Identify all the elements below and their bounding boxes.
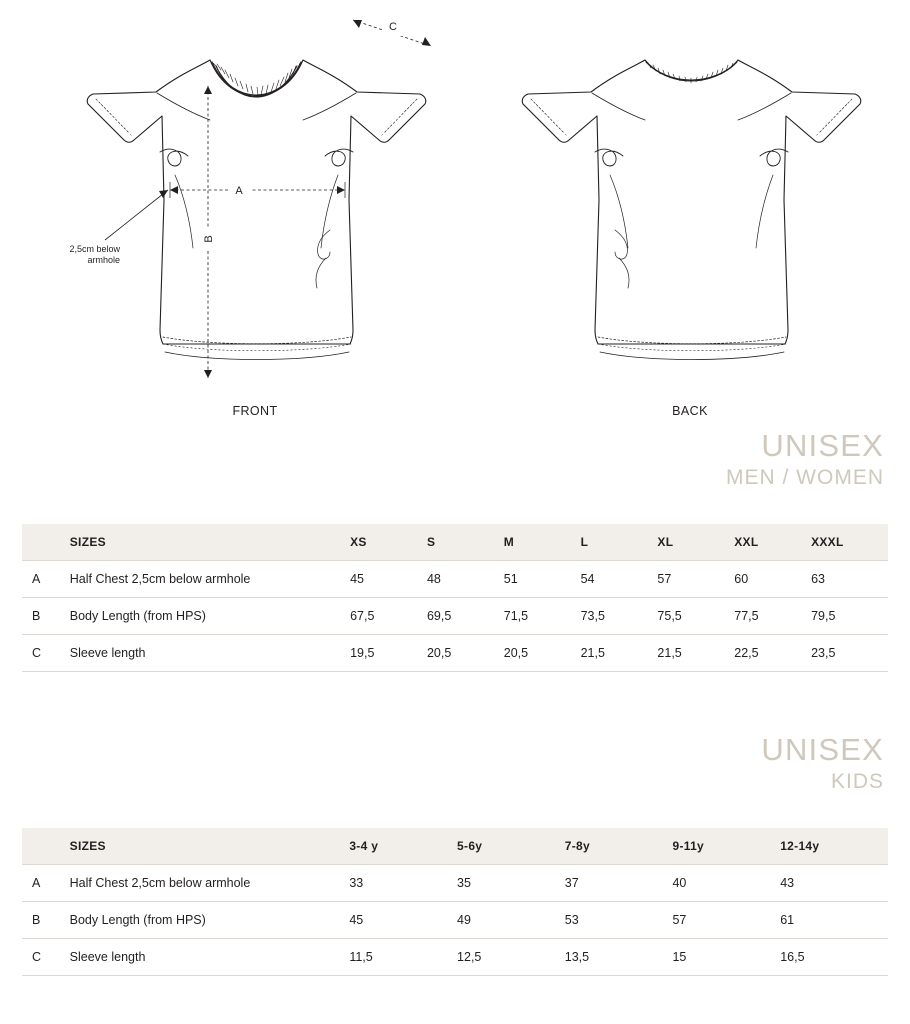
- heading-main-kids: UNISEX: [761, 732, 884, 767]
- table-row: [22, 635, 888, 672]
- cell-value: 43: [780, 865, 888, 902]
- col-head-3-4y: 3-4 y: [349, 828, 457, 865]
- cell-value: 22,5: [734, 635, 811, 672]
- col-head-9-11y: 9-11y: [672, 828, 780, 865]
- cell-value: 37: [565, 865, 673, 902]
- row-key: B: [22, 598, 70, 635]
- table-row: [22, 598, 888, 635]
- row-key: B: [22, 902, 70, 939]
- illustration-area: [0, 0, 910, 430]
- col-head-sizes: SIZES: [70, 524, 350, 561]
- col-head-s: S: [427, 524, 504, 561]
- cell-value: 53: [565, 902, 673, 939]
- armhole-note: 2,5cm below armhole: [69, 244, 120, 266]
- section-heading-unisex-adult: [0, 430, 910, 488]
- table-row: [22, 865, 888, 902]
- cell-value: 71,5: [504, 598, 581, 635]
- table-header-row: [22, 524, 888, 561]
- cell-value: 15: [672, 939, 780, 976]
- row-key: A: [22, 561, 70, 598]
- col-head-7-8y: 7-8y: [565, 828, 673, 865]
- row-label: Body Length (from HPS): [70, 598, 350, 635]
- col-head-5-6y: 5-6y: [457, 828, 565, 865]
- cell-value: 75,5: [657, 598, 734, 635]
- cell-value: 11,5: [349, 939, 457, 976]
- cell-value: 20,5: [504, 635, 581, 672]
- size-table-adult: [22, 524, 888, 672]
- front-caption: FRONT: [232, 404, 278, 418]
- size-table-kids: [22, 828, 888, 976]
- row-label: Body Length (from HPS): [70, 902, 350, 939]
- tshirt-front-diagram: [60, 0, 450, 405]
- cell-value: 69,5: [427, 598, 504, 635]
- cell-value: 61: [780, 902, 888, 939]
- row-label: Sleeve length: [70, 635, 350, 672]
- row-label: Half Chest 2,5cm below armhole: [70, 561, 350, 598]
- col-head-key: [22, 828, 70, 865]
- cell-value: 48: [427, 561, 504, 598]
- cell-value: 40: [672, 865, 780, 902]
- cell-value: 35: [457, 865, 565, 902]
- label-B: B: [203, 235, 215, 243]
- row-label: Half Chest 2,5cm below armhole: [70, 865, 350, 902]
- cell-value: 21,5: [657, 635, 734, 672]
- tshirt-back-diagram: [495, 0, 885, 405]
- cell-value: 12,5: [457, 939, 565, 976]
- cell-value: 20,5: [427, 635, 504, 672]
- cell-value: 13,5: [565, 939, 673, 976]
- col-head-12-14y: 12-14y: [780, 828, 888, 865]
- cell-value: 21,5: [581, 635, 658, 672]
- cell-value: 79,5: [811, 598, 888, 635]
- table-row: [22, 561, 888, 598]
- label-A: A: [235, 185, 243, 197]
- cell-value: 67,5: [350, 598, 427, 635]
- cell-value: 51: [504, 561, 581, 598]
- cell-value: 57: [657, 561, 734, 598]
- row-key: C: [22, 635, 70, 672]
- table-row: [22, 939, 888, 976]
- heading-sub-kids: KIDS: [830, 770, 884, 793]
- cell-value: 77,5: [734, 598, 811, 635]
- cell-value: 45: [349, 902, 457, 939]
- cell-value: 60: [734, 561, 811, 598]
- table-header-row: [22, 828, 888, 865]
- col-head-xxxl: XXXL: [811, 524, 888, 561]
- label-C: C: [389, 21, 397, 33]
- heading-main-adult: UNISEX: [761, 428, 884, 463]
- col-head-sizes: SIZES: [70, 828, 350, 865]
- col-head-key: [22, 524, 70, 561]
- cell-value: 16,5: [780, 939, 888, 976]
- col-head-xl: XL: [657, 524, 734, 561]
- heading-sub-adult: MEN / WOMEN: [726, 466, 884, 489]
- back-caption: BACK: [672, 404, 708, 418]
- cell-value: 45: [350, 561, 427, 598]
- cell-value: 33: [349, 865, 457, 902]
- section-heading-unisex-kids: [0, 734, 910, 792]
- cell-value: 23,5: [811, 635, 888, 672]
- table-row: [22, 902, 888, 939]
- row-label: Sleeve length: [70, 939, 350, 976]
- cell-value: 57: [672, 902, 780, 939]
- cell-value: 63: [811, 561, 888, 598]
- col-head-xxl: XXL: [734, 524, 811, 561]
- row-key: A: [22, 865, 70, 902]
- cell-value: 49: [457, 902, 565, 939]
- col-head-l: L: [581, 524, 658, 561]
- col-head-m: M: [504, 524, 581, 561]
- cell-value: 54: [581, 561, 658, 598]
- cell-value: 19,5: [350, 635, 427, 672]
- cell-value: 73,5: [581, 598, 658, 635]
- col-head-xs: XS: [350, 524, 427, 561]
- row-key: C: [22, 939, 70, 976]
